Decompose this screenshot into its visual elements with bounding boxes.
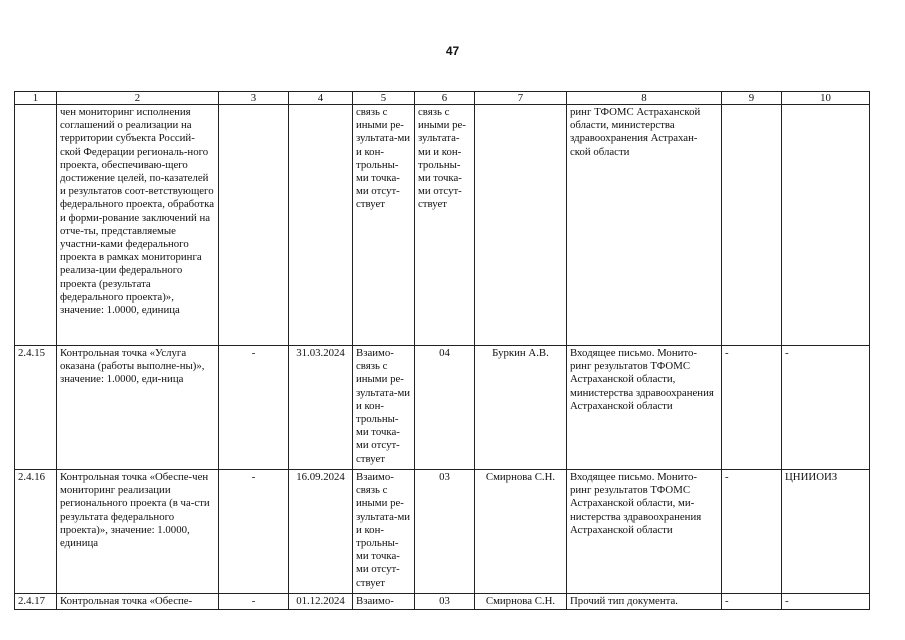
row-col5-text: Взаимо- [356,595,394,607]
row-date [289,105,353,346]
row-col9: - [722,346,782,470]
row-document: Входящее письмо. Монито-ринг результатов ТФОМС Астраханской области, министерства здравоохранения Астраханской области [567,346,722,470]
control-points-table [14,91,870,610]
row-responsible [475,105,567,346]
header-cell: 6 [415,92,475,105]
header-cell: 8 [567,92,722,105]
header-cell: 1 [15,92,57,105]
row-col10 [782,105,870,346]
table-row [15,594,870,610]
row-col5: Взаимо-связь с иными ре-зультата-ми и кон-трольны-ми точка-ми отсут-ствует [353,470,415,594]
row-name: Контрольная точка «Обеспе-чен мониторинг реализации регионального проекта (в ча-сти результата федерального проекта)», значение: 1.0000, единица [57,470,219,594]
row-col3 [219,105,289,346]
table-row [15,470,870,594]
row-col10: - [782,346,870,470]
row-col3-text: - [251,595,256,607]
row-name-text: Контрольная точка «Обеспе- [60,595,193,607]
row-document: Входящее письмо. Монито-ринг результатов ТФОМС Астраханской области, ми-нистерства здравоохранения Астраханской области [567,470,722,594]
row-responsible: Буркин А.В. [475,346,567,470]
row-date: 16.09.2024 [289,470,353,594]
row-date: 31.03.2024 [289,346,353,470]
header-cell: 3 [219,92,289,105]
row-number-text: 2.4.17 [18,595,45,607]
row-responsible-text: Смирнова С.Н. [485,595,556,607]
row-name: чен мониторинг исполнения соглашений о реализации на территории субъекта Россий-ской Федерации региональ-ного проекта, обеспечиваю-щего достижение целей, по-казателей и результатов соот-ветствующего федерального проекта, обработка и форми-рование заключений на отче-ты, представляемые участни-ками федерального проекта в рамках мониторинга реализа-ции федерального проекта (результата федерального проекта)», значение: 1.0000, единица [57,105,219,346]
page-number: 47 [445,44,460,58]
row-number: 2.4.15 [15,346,57,470]
row-col10-text: - [785,595,789,607]
row-col3: - [219,346,289,470]
row-col5: Взаимо-связь с иными ре-зультата-ми и кон-трольны-ми точка-ми отсут-ствует [353,346,415,470]
row-col9 [722,594,782,610]
header-cell: 4 [289,92,353,105]
row-number [15,105,57,346]
row-col9: - [722,470,782,594]
row-date-text: 01.12.2024 [296,595,345,607]
row-col6: 04 [415,346,475,470]
row-number: 2.4.16 [15,470,57,594]
row-col3 [219,594,289,610]
header-cell: 7 [475,92,567,105]
header-cell: 2 [57,92,219,105]
row-col10: ЦНИИОИЗ [782,470,870,594]
header-row [15,92,870,105]
row-col6 [415,594,475,610]
table-row [15,105,870,346]
header-cell: 9 [722,92,782,105]
row-col9 [722,105,782,346]
row-col6: связь с иными ре-зультата-ми и кон-трольны-ми точка-ми отсут-ствует [415,105,475,346]
row-date [289,594,353,610]
header-cell: 10 [782,92,870,105]
row-responsible [475,594,567,610]
row-document-text: Прочий тип документа. [570,595,678,607]
row-name [57,594,219,610]
row-document [567,594,722,610]
row-document: ринг ТФОМС Астраханской области, министерства здравоохранения Астрахан-ской области [567,105,722,346]
row-col5: связь с иными ре-зультата-ми и кон-трольны-ми точка-ми отсут-ствует [353,105,415,346]
row-col10 [782,594,870,610]
row-number [15,594,57,610]
row-responsible: Смирнова С.Н. [475,470,567,594]
header-cell: 5 [353,92,415,105]
row-col3: - [219,470,289,594]
row-col5 [353,594,415,610]
row-col6-text: 03 [439,595,450,607]
row-col6: 03 [415,470,475,594]
row-col9-text: - [725,595,729,607]
row-name: Контрольная точка «Услуга оказана (работы выполне-ны)», значение: 1.0000, еди-ница [57,346,219,470]
table-row [15,346,870,470]
